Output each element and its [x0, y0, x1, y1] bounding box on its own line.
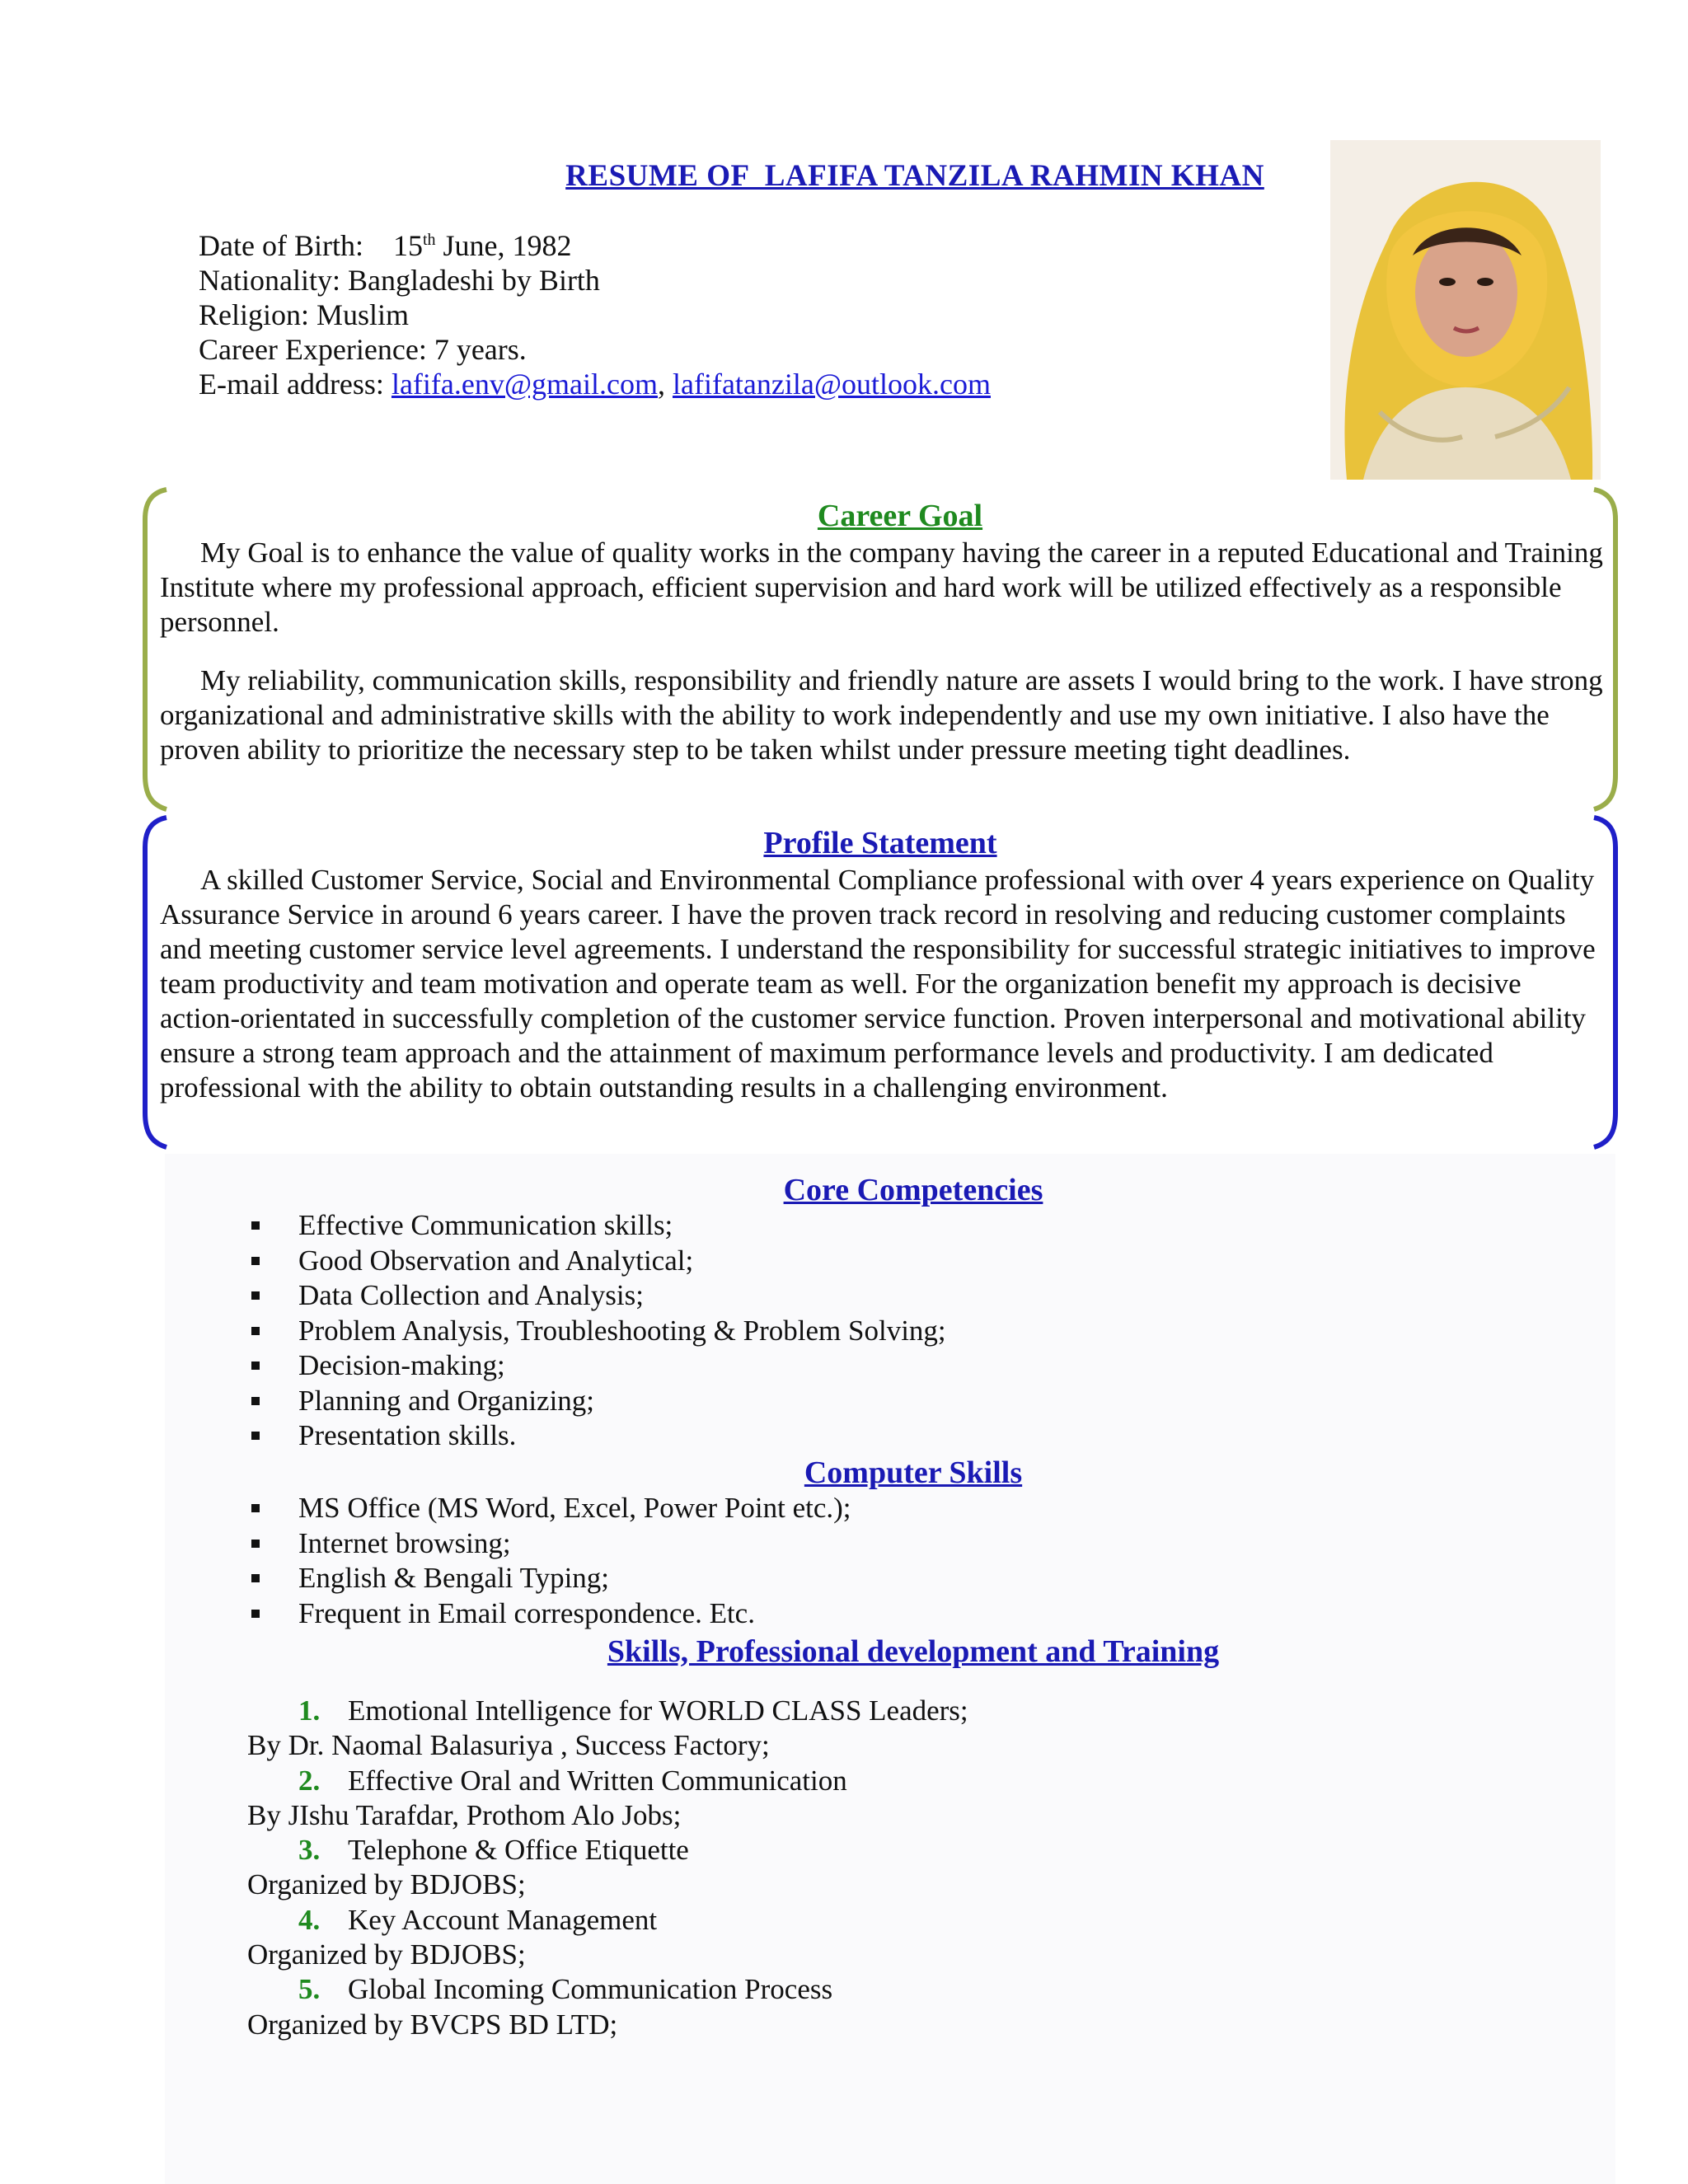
core-list: [247, 1208, 946, 1454]
list-item: Data Collection and Analysis;: [247, 1278, 946, 1314]
bullet-square-icon: [251, 1221, 260, 1230]
dob-label: Date of Birth:: [199, 229, 363, 262]
career-goal-para-1: My Goal is to enhance the value of quality works in the company having the career in a reputed Educational and Training Institute where my professional approach, efficient supervision and hard work will be utilized effectively as a responsible personnel.: [160, 537, 1603, 638]
bullet-square-icon: [251, 1540, 260, 1548]
training-item-by: By Dr. Naomal Balasuriya , Success Factory;: [247, 1729, 770, 1762]
training-heading: Skills, Professional development and Training: [607, 1634, 1220, 1669]
training-item-title: 3. Telephone & Office Etiquette: [298, 1834, 689, 1867]
bullet-square-icon: [251, 1327, 260, 1335]
list-item: Problem Analysis, Troubleshooting & Problem Solving;: [247, 1314, 946, 1349]
profile-photo: [1330, 140, 1601, 480]
dob-row: [199, 223, 991, 263]
portrait-illustration: [1330, 140, 1601, 480]
bullet-square-icon: [251, 1610, 260, 1618]
religion: Religion: Muslim: [199, 298, 410, 331]
list-item: Presentation skills.: [247, 1418, 946, 1454]
profile-para: A skilled Customer Service, Social and Environmental Compliance professional with over 4 years experience on Quality Assurance Service in around 6 years career. I have the proven track record in resolving and reducing customer complaints and meeting customer service level agreements. I understand the responsibility for successful strategic initiatives to improve team productivity and team motivation and operate team as well. For the organization benefit my approach is decisive action-orientated in successfully completion of the customer service function. Proven interpersonal and motivational ability ensure a strong team approach and the attainment of maximum performance levels and productivity. I am dedicated professional with the ability to obtain outstanding results in a challenging environment.: [160, 864, 1596, 1104]
email-separator: ,: [657, 368, 673, 401]
career-goal-heading: Career Goal: [817, 499, 983, 533]
training-item-title: 2. Effective Oral and Written Communication: [298, 1764, 847, 1797]
bullet-square-icon: [251, 1361, 260, 1370]
list-item: Frequent in Email correspondence. Etc.: [247, 1596, 851, 1632]
training-item-by: Organized by BVCPS BD LTD;: [247, 2008, 618, 2041]
email-link-gmail[interactable]: lafifa.env@gmail.com: [391, 368, 658, 401]
list-item: MS Office (MS Word, Excel, Power Point etc.);: [247, 1491, 851, 1526]
training-item-by: By JIshu Tarafdar, Prothom Alo Jobs;: [247, 1798, 682, 1831]
resume-title: RESUME OF LAFIFA TANZILA RAHMIN KHAN: [565, 159, 1264, 193]
bullet-square-icon: [251, 1432, 260, 1440]
core-heading: Core Competencies: [783, 1173, 1043, 1207]
profile-heading: Profile Statement: [763, 826, 997, 860]
email-label: E-mail address:: [199, 368, 392, 401]
list-item: Effective Communication skills;: [247, 1208, 946, 1244]
career-experience: Career Experience: 7 years.: [199, 333, 527, 366]
training-item-title: 5. Global Incoming Communication Process: [298, 1973, 833, 2006]
personal-info: [199, 223, 991, 401]
dob-suffix: th: [422, 231, 436, 249]
list-item: Internet browsing;: [247, 1526, 851, 1562]
list-item: Planning and Organizing;: [247, 1384, 946, 1419]
training-item-by: Organized by BDJOBS;: [247, 1938, 526, 1971]
nationality: Nationality: Bangladeshi by Birth: [199, 264, 600, 297]
training-list: [247, 1694, 968, 2042]
bullet-square-icon: [251, 1574, 260, 1582]
career-goal-para-2: My reliability, communication skills, responsibility and friendly nature are assets I would bring to the work. I have strong organizational and administrative skills with the ability to work independently and use my own initiative. I also have the proven ability to prioritize the necessary step to be taken whilst under pressure meeting tight deadlines.: [160, 664, 1603, 766]
list-item: Good Observation and Analytical;: [247, 1244, 946, 1279]
list-item: Decision-making;: [247, 1348, 946, 1384]
computer-list: [247, 1491, 851, 1631]
bullet-square-icon: [251, 1397, 260, 1405]
training-item-by: Organized by BDJOBS;: [247, 1868, 526, 1901]
email-row: [199, 367, 991, 401]
list-item: English & Bengali Typing;: [247, 1561, 851, 1596]
email-link-outlook[interactable]: lafifatanzila@outlook.com: [672, 368, 991, 401]
bullet-square-icon: [251, 1257, 260, 1265]
bullet-square-icon: [251, 1291, 260, 1300]
computer-heading: Computer Skills: [804, 1455, 1023, 1490]
bullet-square-icon: [251, 1504, 260, 1512]
training-item-title: 4. Key Account Management: [298, 1903, 658, 1936]
dob-day: 15: [392, 229, 423, 262]
dob-rest: June, 1982: [435, 229, 572, 262]
training-item-title: 1. Emotional Intelligence for WORLD CLASS Leaders;: [298, 1694, 968, 1727]
